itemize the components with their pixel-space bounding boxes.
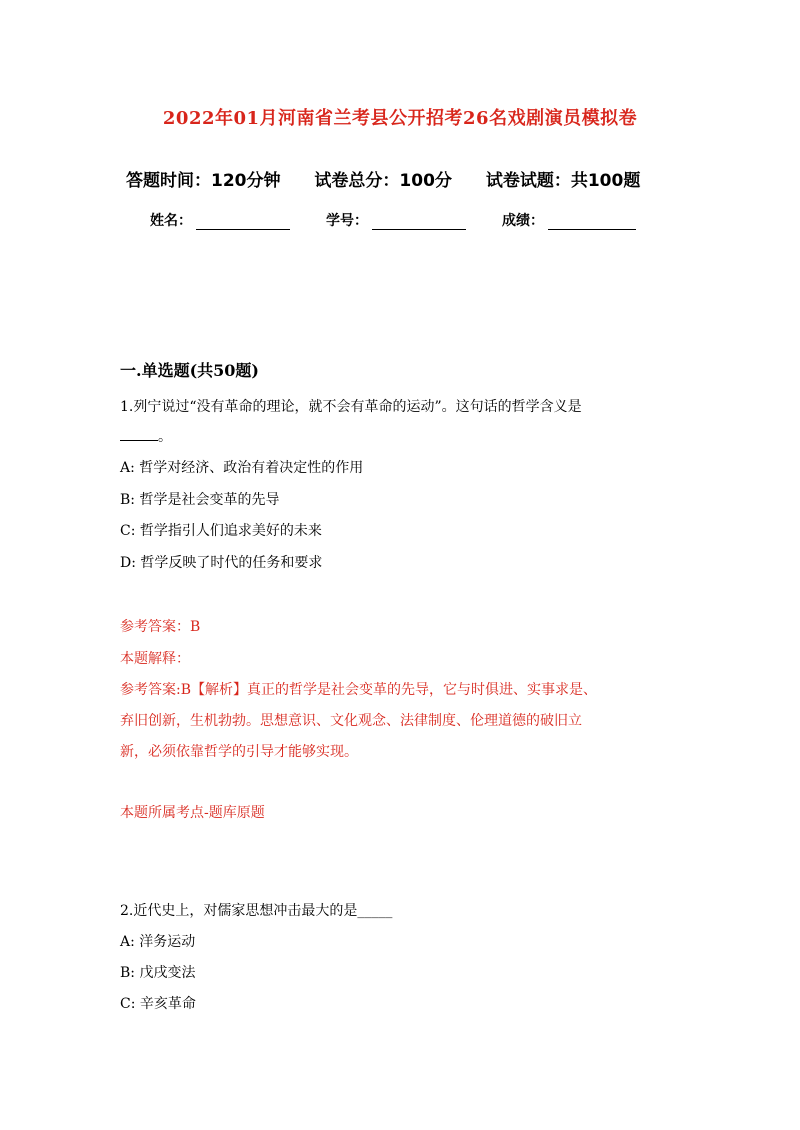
exam-question-count: 试卷试题：共100题 [485,171,641,191]
analysis-line: 新，必须依靠哲学的引导才能够实现。 [120,744,358,760]
q1-option-b: B: 哲学是社会变革的先导 [120,492,280,508]
answer-blank [120,426,158,441]
score-blank [548,213,636,230]
score-label: 成绩： [502,213,544,229]
question-2-stem: 2.近代史上，对儒家思想冲击最大的是_____ [120,903,393,919]
exam-time: 答题时间：120分钟 [126,171,281,191]
question-1-period: 。 [158,429,172,445]
question-1-tail [120,422,582,452]
q1-answer: 参考答案：B [120,619,201,635]
q1-option-c: C: 哲学指引人们追求美好的未来 [120,523,322,539]
q1-analysis-label: 本题解释： [120,651,190,667]
q1-option-a: A: 哲学对经济、政治有着决定性的作用 [120,460,364,476]
student-info [150,210,672,230]
id-blank [372,213,466,230]
name-label: 姓名： [150,213,192,229]
id-field [326,210,466,230]
q2-option-a: A: 洋务运动 [120,934,196,950]
name-blank [196,213,290,230]
q1-source: 本题所属考点-题库原题 [120,805,265,821]
question-1-stem [120,392,582,452]
analysis-line: 弃旧创新，生机勃勃。思想意识、文化观念、法律制度、伦理道德的破旧立 [120,713,582,729]
q2-option-b: B: 戊戌变法 [120,965,196,981]
q2-option-c: C: 辛亥革命 [120,996,196,1012]
score-field [502,210,636,230]
section-heading: 一.单选题(共50题) [120,361,259,380]
id-label: 学号： [326,213,368,229]
exam-total-score: 试卷总分：100分 [314,171,452,191]
analysis-line: 参考答案:B【解析】真正的哲学是社会变革的先导，它与时俱进、实事求是、 [120,682,598,698]
exam-meta [126,166,686,191]
name-field [150,210,290,230]
q1-analysis [120,675,680,768]
q1-option-d: D: 哲学反映了时代的任务和要求 [120,555,323,571]
question-1-line: 1.列宁说过“没有革命的理论，就不会有革命的运动”。这句话的哲学含义是 [120,399,582,415]
document-title: 2022年01月河南省兰考县公开招考26名戏剧演员模拟卷 [162,108,638,129]
